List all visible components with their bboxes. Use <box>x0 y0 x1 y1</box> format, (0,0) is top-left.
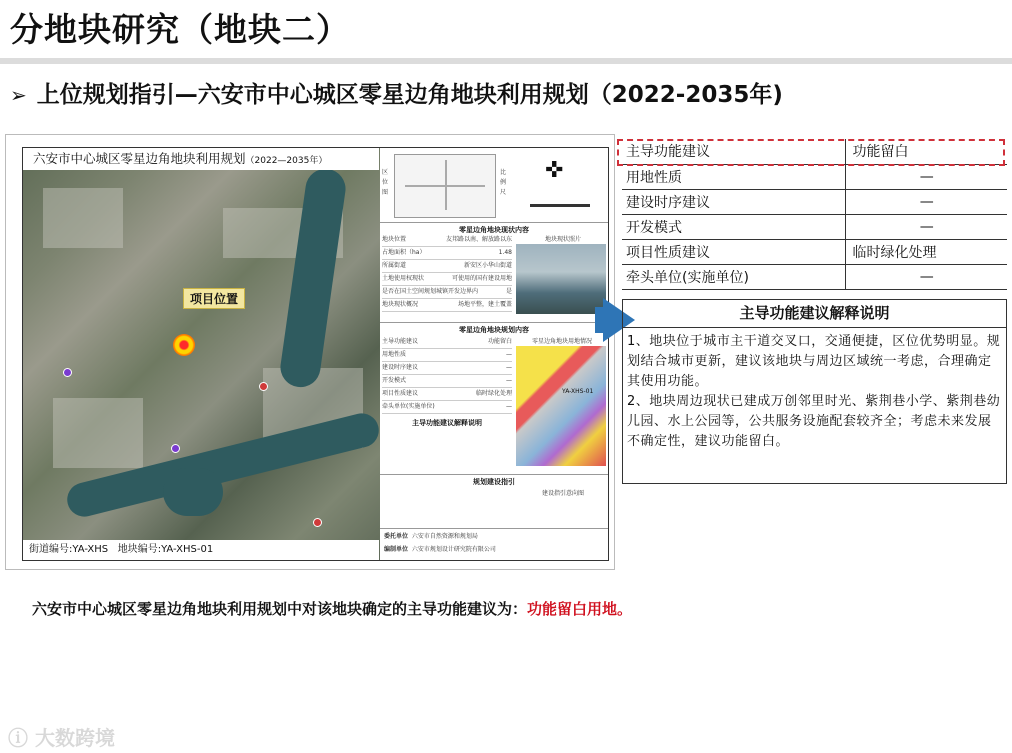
plan-row <box>382 336 512 349</box>
status-value: 新安区小华山街道 <box>463 262 512 269</box>
org-block <box>380 528 608 555</box>
status-photo-header: 地块现状照片 <box>544 236 581 243</box>
plan-value: — <box>506 403 512 410</box>
map-block <box>53 398 143 468</box>
watermark <box>8 722 115 751</box>
plan-row <box>382 375 512 388</box>
project-target-icon <box>173 334 195 356</box>
poster-info-panel <box>380 147 609 561</box>
status-value: 是 <box>505 288 512 295</box>
status-row <box>382 234 512 247</box>
map-poi <box>171 444 180 453</box>
guide-map-header: 建设指引意向图 <box>541 490 584 497</box>
status-row <box>382 286 512 299</box>
table-label: 用地性质 <box>622 164 846 189</box>
table-label: 开发模式 <box>622 214 846 239</box>
plan-value: 临时绿化处理 <box>475 390 512 397</box>
plan-row <box>382 349 512 362</box>
plan-explain-header: 主导功能建议解释说明 <box>412 419 482 427</box>
table-row <box>622 214 1007 239</box>
explain-para-1: 1、地块位于城市主干道交叉口，交通便捷，区位优势明显。规划结合城市更新，建议该地块与周边区域统一考虑，合理确定其使用功能。 <box>627 334 1001 389</box>
plan-value: — <box>506 351 512 358</box>
table-label: 项目性质建议 <box>622 239 846 264</box>
plan-value: — <box>506 364 512 371</box>
table-value: — <box>846 214 1007 239</box>
status-photo <box>516 244 606 314</box>
status-row <box>382 260 512 273</box>
table-row <box>622 239 1007 264</box>
page-title: 分地块研究（地块二） <box>10 10 350 49</box>
table-value: 临时绿化处理 <box>846 239 1007 264</box>
status-value: 可使用的国有建设用地 <box>451 275 512 282</box>
table-value: 功能留白 <box>846 139 1007 164</box>
status-row <box>382 299 512 312</box>
status-header: 零星边角地块现状内容 <box>380 222 608 235</box>
land-use-plan-map <box>516 346 606 466</box>
plan-key: 用地性质 <box>382 351 407 358</box>
plan-key: 牵头单位(实施单位) <box>382 403 435 410</box>
plan-rows <box>382 336 512 428</box>
status-row <box>382 247 512 260</box>
status-value: 场地平整，建土覆盖 <box>457 301 512 308</box>
explain-title: 主导功能建议解释说明 <box>623 299 1006 328</box>
status-key: 地块位置 <box>382 236 407 243</box>
conclusion <box>32 598 632 619</box>
map-poi <box>63 368 72 377</box>
map-footer <box>23 540 379 560</box>
status-key: 是否在国土空间规划城镇开发边界内 <box>382 288 479 295</box>
mini-road <box>445 160 447 210</box>
map-poi <box>259 382 268 391</box>
table-value: — <box>846 264 1007 289</box>
plan-key: 开发模式 <box>382 377 407 384</box>
status-row <box>382 273 512 286</box>
guide-header: 规划建设指引 <box>380 474 608 487</box>
parcel-code: 地块编号:YA-XHS-01 <box>117 544 214 555</box>
explain-body <box>623 328 1006 456</box>
org-commission-row <box>380 529 608 542</box>
status-value: 1.48 <box>498 249 512 256</box>
conclusion-highlight: 功能留白用地。 <box>527 600 633 618</box>
table-label: 牵头单位(实施单位) <box>622 264 846 289</box>
table-label: 主导功能建议 <box>622 139 846 164</box>
map-poi <box>313 518 322 527</box>
map-block <box>43 188 123 248</box>
explain-para-2: 2、地块周边现状已建成万创邻里时光、紫荆巷小学、紫荆巷幼儿园、水上公园等，公共服务设施配套较齐全；考虑未来发展不确定性，建议功能留白。 <box>627 394 1001 449</box>
plan-key: 建设时序建议 <box>382 364 419 371</box>
table-row <box>622 189 1007 214</box>
plan-key: 主导功能建议 <box>382 338 419 345</box>
explain-box <box>622 299 1007 484</box>
watermark-logo-icon: ⓘ <box>8 726 28 750</box>
scale-bar <box>530 204 590 207</box>
table-row <box>622 164 1007 189</box>
location-mini-map <box>394 154 496 218</box>
org-prepare-row <box>380 542 608 555</box>
table-row <box>622 264 1007 289</box>
status-value: 友邦路以南、解放路以东 <box>445 236 512 243</box>
org-commission-label: 委托单位 <box>384 533 409 540</box>
status-key: 土地使用权现状 <box>382 275 425 282</box>
org-prepare-label: 编制单位 <box>384 546 409 553</box>
map-lake <box>163 468 223 516</box>
project-location-label: 项目位置 <box>183 288 245 309</box>
status-key: 地块现状概况 <box>382 301 419 308</box>
plan-row <box>382 401 512 414</box>
status-key: 占地面积（ha） <box>382 249 426 256</box>
map-title-text: 六安市中心城区零星边角地块利用规划 <box>33 151 246 166</box>
plan-header: 零星边角地块规划内容 <box>380 322 608 335</box>
map-river <box>278 166 348 389</box>
title-divider <box>0 58 1012 64</box>
section-subtitle <box>10 76 783 109</box>
street-code: 街道编号:YA-XHS <box>29 544 109 555</box>
org-commission: 六安市自然资源和规划局 <box>411 533 478 540</box>
scale-label: 比例尺 <box>500 169 507 196</box>
section-subtitle-text: 上位规划指引—六安市中心城区零星边角地块利用规划（2022-2035年) <box>36 82 783 108</box>
plan-row <box>382 362 512 375</box>
table-value: — <box>846 164 1007 189</box>
plan-value: 功能留白 <box>487 338 512 345</box>
location-map-label: 区位图 <box>382 169 389 196</box>
table-value: — <box>846 189 1007 214</box>
plan-map-code: YA-XHS-01 <box>562 388 594 395</box>
bullet-arrow-icon: ➢ <box>10 83 27 107</box>
conclusion-text: 六安市中心城区零星边角地块利用规划中对该地块确定的主导功能建议为： <box>32 600 528 618</box>
org-prepare: 六安市规划设计研究院有限公司 <box>411 546 496 553</box>
status-key: 所属街道 <box>382 262 407 269</box>
plan-key: 项目性质建议 <box>382 390 419 397</box>
north-arrow-icon: ✜ <box>545 158 564 183</box>
status-rows <box>382 234 512 312</box>
plan-row <box>382 388 512 401</box>
plan-value: — <box>506 377 512 384</box>
watermark-text: 大数跨境 <box>34 726 115 750</box>
map-title <box>23 148 379 170</box>
table-label: 建设时序建议 <box>622 189 846 214</box>
highlight-frame <box>617 139 1005 166</box>
map-title-years: （2022—2035年） <box>245 156 328 166</box>
plan-map-header: 零星边角地块用地情况 <box>531 338 592 345</box>
satellite-map <box>22 147 382 561</box>
plan-poster-image <box>5 134 615 570</box>
